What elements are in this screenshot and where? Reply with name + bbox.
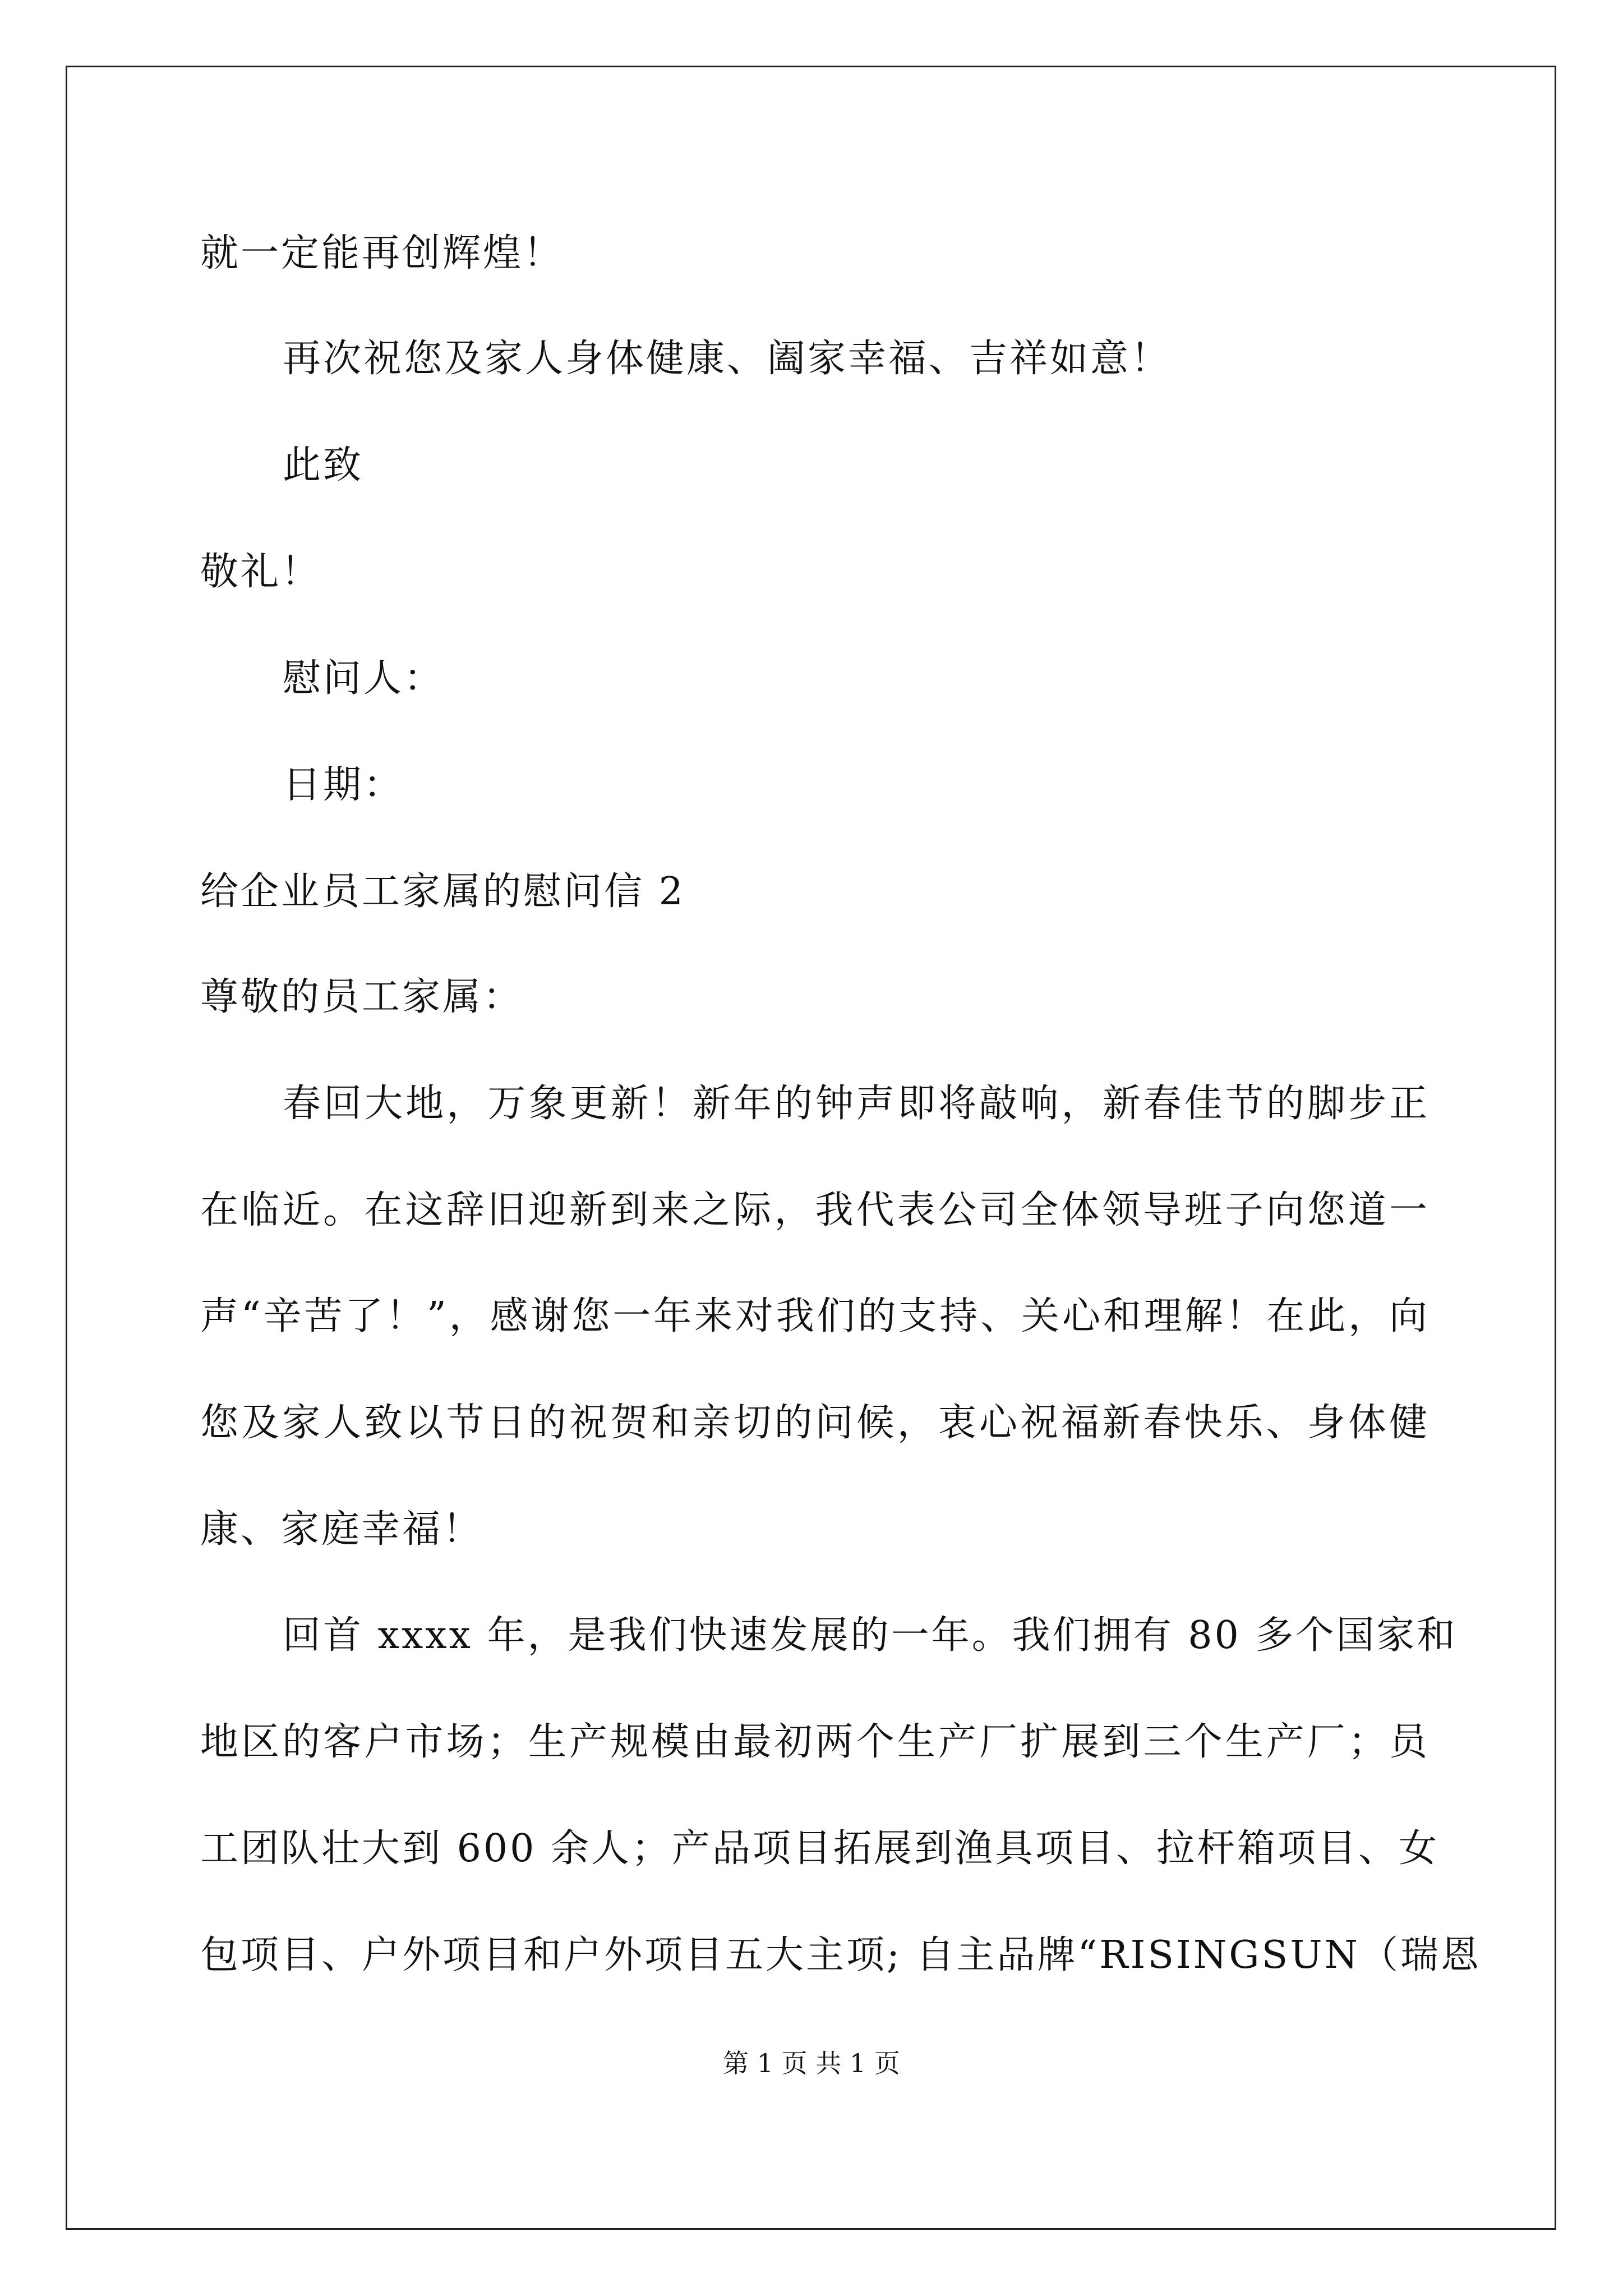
paragraph-line: 地区的客户市场；生产规模由最初两个生产厂扩展到三个生产厂；员	[200, 1720, 1430, 1764]
text-line: 慰问人：	[283, 656, 445, 701]
paragraph-line: 康、家庭幸福！	[200, 1507, 483, 1552]
paragraph-line: 春回大地，万象更新！新年的钟声即将敲响，新春佳节的脚步正	[283, 1082, 1430, 1126]
section-heading: 给企业员工家属的慰问信 2	[200, 869, 685, 914]
page-border	[66, 66, 1556, 2230]
paragraph-line: 工团队壮大到 600 余人；产品项目拓展到渔具项目、拉杆箱项目、女	[200, 1826, 1440, 1871]
text-line: 再次祝您及家人身体健康、阖家幸福、吉祥如意！	[283, 337, 1172, 381]
paragraph-line: 在临近。在这辞旧迎新到来之际，我代表公司全体领导班子向您道一	[200, 1188, 1430, 1232]
paragraph-line: 包项目、户外项目和户外项目五大主项; 自主品牌“RISINGSUN（瑞恩	[200, 1933, 1482, 1977]
paragraph-line: 您及家人致以节日的祝贺和亲切的问候，衷心祝福新春快乐、身体健	[200, 1401, 1430, 1445]
paragraph-line: 回首 xxxx 年，是我们快速发展的一年。我们拥有 80 多个国家和	[283, 1613, 1458, 1658]
text-line: 日期：	[283, 763, 404, 807]
page-number: 第 1 页 共 1 页	[723, 2048, 900, 2078]
salutation: 尊敬的员工家属：	[200, 975, 524, 1019]
paragraph-line: 声“辛苦了！”，感谢您一年来对我们的支持、关心和理解！在此，向	[200, 1294, 1430, 1338]
text-line: 敬礼！	[200, 550, 322, 594]
text-line: 此致	[283, 443, 364, 487]
text-line: 就一定能再创辉煌！	[200, 231, 564, 275]
